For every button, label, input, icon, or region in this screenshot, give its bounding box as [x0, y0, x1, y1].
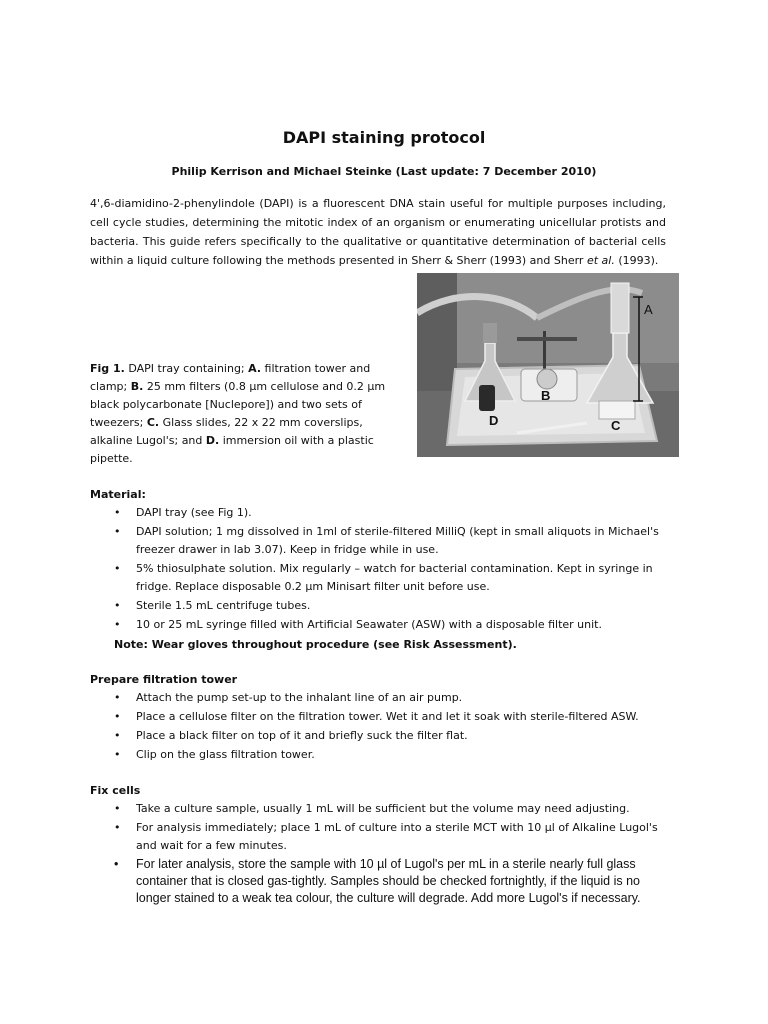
caption-part: DAPI tray containing;: [124, 362, 249, 375]
list-item: • Place a black filter on top of it and briefly suck the filter flat.: [90, 727, 670, 745]
material-section: [90, 485, 670, 654]
bullet-icon: •: [114, 599, 121, 612]
list-item: • Clip on the glass filtration tower.: [90, 746, 670, 764]
bullet-icon: •: [114, 525, 121, 538]
list-item: • 10 or 25 mL syringe filled with Artificial Seawater (ASW) with a disposable filter unit.: [90, 616, 670, 634]
bullet-icon: •: [114, 618, 121, 631]
filtration-section: [90, 670, 670, 765]
gloves-note: Note: Wear gloves throughout procedure (see Risk Assessment).: [114, 638, 517, 651]
material-heading: Material:: [90, 488, 146, 501]
intro-text-end: (1993).: [614, 254, 659, 267]
label-a: A: [644, 302, 653, 317]
dapi-tray-photo: [417, 273, 679, 457]
list-item: • Attach the pump set-up to the inhalant line of an air pump.: [90, 689, 670, 707]
bullet-icon: •: [114, 729, 121, 742]
list-item: • For analysis immediately; place 1 mL of culture into a sterile MCT with 10 µl of Alkaline Lugol's and wait for a few minutes.: [114, 821, 658, 852]
fix-cells-section: [90, 781, 670, 908]
fix-cells-heading: Fix cells: [90, 784, 141, 797]
label-b: B: [541, 388, 551, 403]
bullet-icon: •: [114, 562, 121, 575]
intro-paragraph: [90, 194, 666, 270]
bullet-icon: •: [114, 748, 121, 761]
figure-photo: [417, 273, 679, 457]
filtration-heading: Prepare filtration tower: [90, 673, 238, 686]
list-item: • DAPI tray (see Fig 1).: [90, 504, 670, 522]
intro-italic: et al.: [586, 254, 615, 267]
caption-part: filtration tower and clamp;: [90, 362, 371, 393]
label-c: C: [611, 418, 621, 433]
filtration-list: [90, 689, 670, 764]
list-item: • 5% thiosulphate solution. Mix regularly – watch for bacterial contamination. Kept in syringe in fridge. Replace disposable 0.2 µm Minisart filter unit before use.: [114, 562, 653, 593]
list-item: • DAPI solution; 1 mg dissolved in 1ml of sterile-filtered MilliQ (kept in small aliquots in Michael's freezer drawer in lab 3.07). Keep in fridge while in use.: [114, 525, 659, 556]
bullet-icon: •: [114, 802, 121, 815]
bullet-icon: •: [114, 691, 121, 704]
list-item: • Take a culture sample, usually 1 mL will be sufficient but the volume may need adjusting.: [90, 800, 670, 818]
caption-part: C.: [146, 416, 160, 429]
figure-caption: [90, 360, 390, 468]
caption-part: 25 mm filters (0.8 µm cellulose and 0.2 µm black polycarbonate [Nuclepore]) and two sets of tweezers;: [90, 380, 386, 429]
page-title: DAPI staining protocol: [282, 128, 486, 147]
fix-cells-list: [90, 800, 670, 907]
intro-text: 4',6-diamidino-2-phenylindole (DAPI) is a fluorescent DNA stain useful for multiple purposes including, cell cycle studies, determining the mitotic index of an organism or enumerating unicellular protists and bacteria. This guide refers specifically to the qualitative or quantitative determination of bacterial cells within a liquid culture following the methods presented in Sherr & Sherr (1993) and Sherr: [90, 197, 666, 267]
bullet-icon: •: [114, 506, 121, 519]
bullet-icon: •: [114, 857, 119, 871]
caption-part: D.: [205, 434, 220, 447]
caption-part: Glass slides, 22 x 22 mm coverslips, alkaline Lugol's; and: [90, 416, 363, 447]
material-list: [90, 504, 670, 634]
label-d: D: [489, 413, 499, 428]
authors-line: Philip Kerrison and Michael Steinke (Last update: 7 December 2010): [171, 165, 597, 178]
bullet-icon: •: [114, 821, 121, 834]
list-item: • Sterile 1.5 mL centrifuge tubes.: [90, 597, 670, 615]
caption-part: Fig 1.: [90, 362, 125, 375]
list-item: • Place a cellulose filter on the filtration tower. Wet it and let it soak with sterile-filtered ASW.: [90, 708, 670, 726]
caption-part: B.: [130, 380, 144, 393]
caption-part: immersion oil with a plastic pipette.: [90, 434, 374, 465]
caption-part: A.: [248, 362, 262, 375]
bullet-icon: •: [114, 710, 121, 723]
list-item: • For later analysis, store the sample with 10 µl of Lugol's per mL in a sterile nearly full glass container that is closed gas-tightly. Samples should be checked fortnightly, if the liquid is no longer stained to a weak tea colour, the culture will degrade. Add more Lugol's if necessary.: [114, 857, 641, 905]
